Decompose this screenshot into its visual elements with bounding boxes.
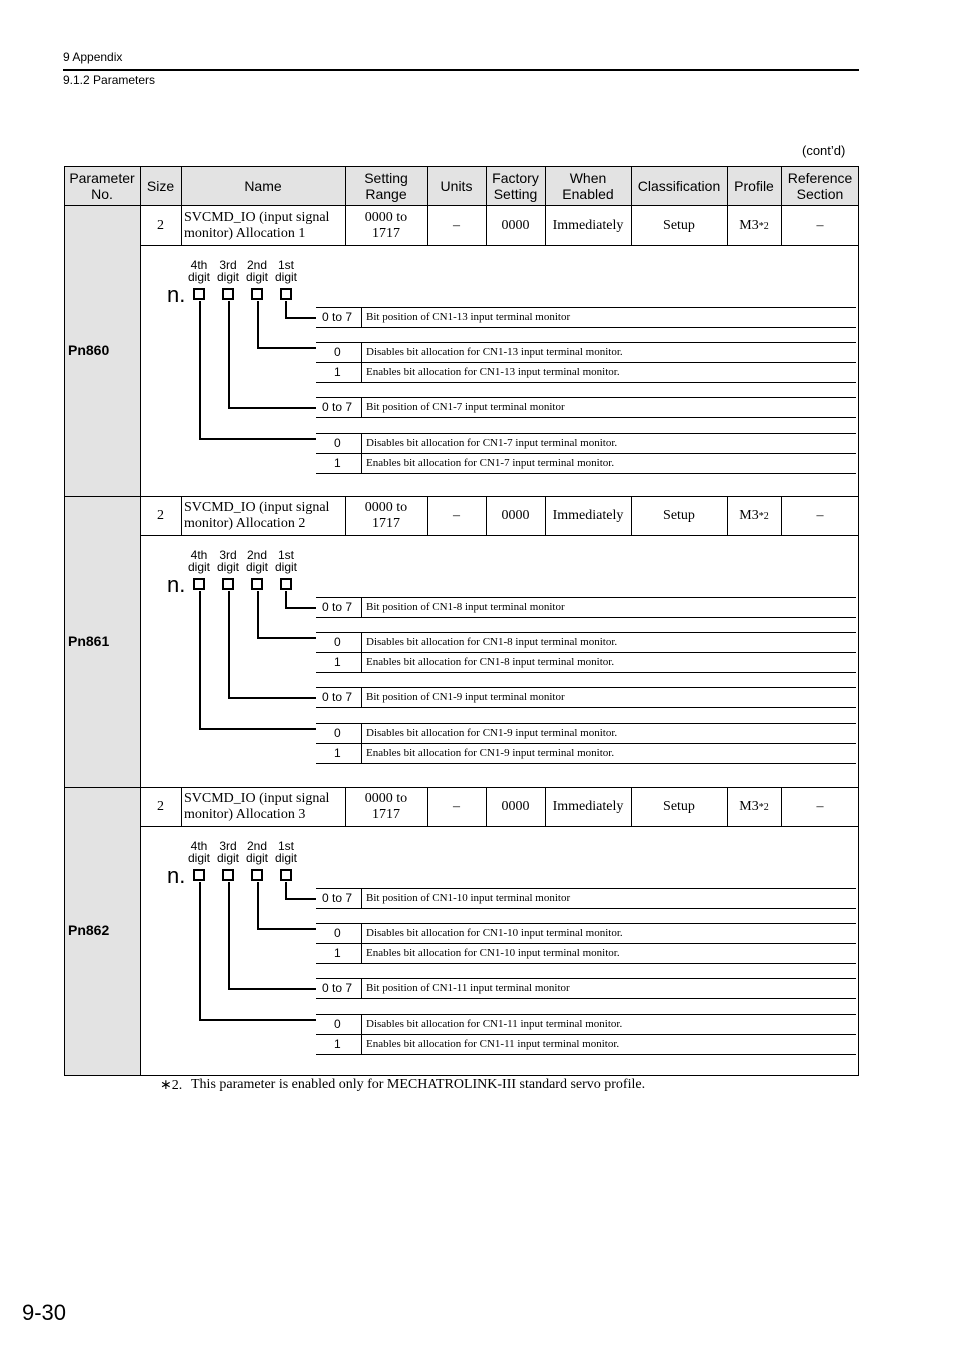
digit-box	[193, 869, 205, 881]
setting-row-top	[316, 723, 856, 724]
connector-4th	[199, 882, 201, 1019]
digit-label-bottom: digit	[274, 270, 297, 284]
setting-description: Enables bit allocation for CN1-13 input terminal monitor.	[366, 366, 620, 378]
setting-row-divider	[361, 453, 362, 473]
connector-1st	[285, 898, 316, 900]
digit-label-top: 3rd	[219, 548, 237, 562]
data-row-vline	[181, 206, 182, 246]
setting-row-top	[316, 687, 856, 688]
reference-value: –	[816, 508, 824, 523]
name-value	[184, 206, 344, 246]
connector-4th	[199, 301, 201, 438]
footnote-text: This parameter is enabled only for MECHATROLINK-III standard servo profile.	[191, 1077, 646, 1092]
digit-label-bottom: digit	[245, 851, 268, 865]
table-right-border	[858, 496, 859, 787]
digit-label-top: 4th	[190, 839, 208, 853]
col-factory-setting	[486, 166, 545, 206]
setting-description: Bit position of CN1-13 input terminal monitor	[366, 311, 571, 323]
setting-row-top	[316, 1014, 856, 1015]
col-classification: Classification	[637, 178, 721, 194]
data-row-vline	[181, 787, 182, 827]
setting-row-divider	[361, 342, 362, 362]
range-line1: 0000 to	[364, 210, 408, 225]
setting-row-divider	[361, 923, 362, 943]
setting-row-top	[316, 433, 856, 434]
parameter-prefix: n.	[167, 572, 186, 597]
setting-row-bottom	[316, 963, 856, 964]
setting-value: 0	[334, 926, 341, 940]
setting-row-bottom	[316, 998, 856, 999]
when-enabled-value: Immediately	[552, 799, 624, 814]
col-name: Name	[244, 178, 282, 194]
setting-description: Bit position of CN1-10 input terminal monitor	[366, 892, 571, 904]
table-right-border	[858, 787, 859, 1075]
digit-label-bottom: digit	[187, 851, 210, 865]
setting-row-bottom	[316, 473, 856, 474]
connector-3rd	[228, 882, 230, 988]
profile-text: M3	[739, 799, 759, 814]
hdr-vline	[427, 166, 428, 206]
connector-3rd	[228, 301, 230, 407]
digit-box	[222, 578, 234, 590]
setting-row-top	[316, 397, 856, 398]
digit-box	[251, 578, 263, 590]
digit-box	[280, 578, 292, 590]
setting-row-top	[316, 652, 856, 653]
hdr-vline	[545, 166, 546, 206]
setting-description: Bit position of CN1-8 input terminal monitor	[366, 601, 565, 613]
setting-value: 1	[334, 1037, 341, 1051]
setting-row-top	[316, 453, 856, 454]
page-number: 9-30	[22, 1300, 67, 1325]
data-row-vline	[181, 496, 182, 536]
connector-3rd	[228, 697, 316, 699]
classification-value: Setup	[663, 799, 695, 814]
connector-4th	[199, 591, 201, 728]
setting-value: 1	[334, 365, 341, 379]
col-profile: Profile	[734, 178, 774, 194]
digit-label-top: 3rd	[219, 839, 237, 853]
col-range-line1: Setting	[364, 170, 408, 186]
digit-label-bottom: digit	[274, 851, 297, 865]
connector-2nd	[257, 301, 259, 347]
connector-2nd	[257, 591, 259, 637]
setting-value: 0 to 7	[322, 690, 353, 704]
connector-1st	[285, 301, 287, 318]
parameter-prefix: n.	[167, 863, 186, 888]
digit-label-bottom: digit	[187, 560, 210, 574]
setting-description: Bit position of CN1-11 input terminal monitor	[366, 982, 570, 994]
setting-row-top	[316, 978, 856, 979]
setting-range-value	[345, 206, 427, 246]
setting-value: 0	[334, 345, 341, 359]
chapter-heading: 9 Appendix	[63, 50, 123, 64]
digit-box	[222, 288, 234, 300]
setting-description: Disables bit allocation for CN1-13 input terminal monitor.	[366, 346, 623, 358]
header-rule	[63, 69, 859, 71]
param-number: Pn862	[68, 922, 110, 938]
setting-row-divider	[361, 433, 362, 453]
setting-row-divider	[361, 652, 362, 672]
contd-label: (cont’d)	[802, 143, 846, 158]
classification-value: Setup	[663, 218, 695, 233]
setting-row-top	[316, 923, 856, 924]
setting-description: Disables bit allocation for CN1-7 input terminal monitor.	[366, 437, 618, 449]
hdr-vline	[486, 166, 487, 206]
profile-value	[727, 206, 781, 246]
col-factory-line2: Setting	[493, 186, 538, 202]
col-param-no	[64, 166, 140, 206]
classification-value: Setup	[663, 508, 695, 523]
digit-label-top: 2nd	[246, 258, 268, 272]
setting-description: Enables bit allocation for CN1-8 input terminal monitor.	[366, 656, 615, 668]
digit-box	[193, 288, 205, 300]
param-no-divider	[140, 496, 141, 787]
setting-description: Enables bit allocation for CN1-7 input terminal monitor.	[366, 457, 615, 469]
digit-box	[193, 578, 205, 590]
hdr-vline	[140, 166, 141, 206]
range-line2: 1717	[372, 807, 400, 822]
table-left-border	[64, 787, 65, 1075]
digit-box	[280, 288, 292, 300]
setting-row-top	[316, 362, 856, 363]
setting-description: Disables bit allocation for CN1-9 input terminal monitor.	[366, 727, 618, 739]
digit-label-bottom: digit	[216, 560, 239, 574]
setting-value: 0 to 7	[322, 891, 353, 905]
setting-row-bottom	[316, 382, 856, 383]
profile-footnote-ref: *2	[758, 220, 769, 232]
setting-value: 0	[334, 635, 341, 649]
col-param-no-line1: Parameter	[69, 170, 135, 186]
size-value: 2	[157, 218, 164, 233]
connector-2nd	[257, 928, 316, 930]
digit-label-top: 1st	[277, 258, 294, 272]
range-line2: 1717	[372, 516, 400, 531]
digit-label-bottom: digit	[245, 560, 268, 574]
setting-description: Enables bit allocation for CN1-11 input terminal monitor.	[366, 1038, 620, 1050]
name-line1: SVCMD_IO (input signal	[184, 210, 330, 225]
digit-label-bottom: digit	[187, 270, 210, 284]
setting-row-top	[316, 342, 856, 343]
setting-row-top	[316, 307, 856, 308]
param-number: Pn860	[68, 342, 110, 358]
setting-description: Enables bit allocation for CN1-10 input terminal monitor.	[366, 947, 620, 959]
setting-row-divider	[361, 362, 362, 382]
factory-setting-value: 0000	[501, 218, 530, 233]
connector-2nd	[257, 347, 316, 349]
hdr-vline	[64, 166, 65, 206]
digit-label-top: 2nd	[246, 839, 268, 853]
setting-description: Bit position of CN1-9 input terminal monitor	[366, 691, 565, 703]
col-size: Size	[146, 178, 175, 194]
setting-description: Enables bit allocation for CN1-9 input terminal monitor.	[366, 747, 615, 759]
setting-value: 0 to 7	[322, 400, 353, 414]
profile-footnote-ref: *2	[758, 510, 769, 522]
setting-row-top	[316, 743, 856, 744]
footnote-mark: ∗2.	[160, 1078, 183, 1093]
name-line1: SVCMD_IO (input signal	[184, 500, 330, 515]
setting-row-top	[316, 888, 856, 889]
setting-row-divider	[361, 687, 362, 707]
setting-value: 0	[334, 436, 341, 450]
setting-row-bottom	[316, 327, 856, 328]
connector-1st	[285, 607, 316, 609]
col-units: Units	[440, 178, 473, 194]
range-line2: 1717	[372, 226, 400, 241]
name-line2: monitor) Allocation 1	[184, 226, 306, 241]
digit-box	[251, 869, 263, 881]
col-param-no-line2: No.	[91, 186, 113, 202]
name-line2: monitor) Allocation 3	[184, 807, 306, 822]
table-left-border	[64, 496, 65, 787]
col-when-enabled	[545, 166, 631, 206]
col-ref-line2: Section	[796, 186, 844, 202]
setting-value: 1	[334, 456, 341, 470]
col-when-line2: Enabled	[562, 186, 614, 202]
profile-value	[727, 787, 781, 827]
hdr-vline	[781, 166, 782, 206]
connector-3rd	[228, 591, 230, 697]
digit-label-bottom: digit	[216, 851, 239, 865]
connector-1st	[285, 317, 316, 319]
setting-row-bottom	[316, 417, 856, 418]
table-left-border	[64, 206, 65, 496]
setting-description: Disables bit allocation for CN1-11 input terminal monitor.	[366, 1018, 623, 1030]
setting-description: Disables bit allocation for CN1-10 input terminal monitor.	[366, 927, 623, 939]
setting-range-value	[345, 787, 427, 827]
digit-box	[222, 869, 234, 881]
setting-row-bottom	[316, 763, 856, 764]
profile-text: M3	[739, 508, 759, 523]
param-no-divider	[140, 206, 141, 496]
hdr-vline	[858, 166, 859, 206]
connector-1st	[285, 882, 287, 899]
setting-row-divider	[361, 632, 362, 652]
size-value: 2	[157, 508, 164, 523]
name-value	[184, 496, 344, 536]
setting-row-bottom	[316, 617, 856, 618]
digit-label-top: 3rd	[219, 258, 237, 272]
setting-range-value	[345, 496, 427, 536]
connector-3rd	[228, 988, 316, 990]
setting-value: 1	[334, 746, 341, 760]
hdr-vline	[631, 166, 632, 206]
when-enabled-value: Immediately	[552, 508, 624, 523]
digit-label-top: 1st	[277, 839, 294, 853]
section-heading: 9.1.2 Parameters	[63, 73, 156, 87]
name-line2: monitor) Allocation 2	[184, 516, 306, 531]
setting-row-top	[316, 632, 856, 633]
table-bottom-rule	[64, 1075, 859, 1076]
setting-row-bottom	[316, 707, 856, 708]
setting-row-divider	[361, 1034, 362, 1054]
digit-label-bottom: digit	[245, 270, 268, 284]
setting-row-bottom	[316, 1054, 856, 1055]
when-enabled-value: Immediately	[552, 218, 624, 233]
parameter-prefix: n.	[167, 282, 186, 307]
name-line1: SVCMD_IO (input signal	[184, 791, 330, 806]
factory-setting-value: 0000	[501, 508, 530, 523]
profile-text: M3	[739, 218, 759, 233]
connector-2nd	[257, 882, 259, 928]
connector-3rd	[228, 407, 316, 409]
setting-row-divider	[361, 978, 362, 998]
digit-label-top: 4th	[190, 258, 208, 272]
col-reference	[781, 166, 859, 206]
param-number: Pn861	[68, 632, 110, 649]
connector-1st	[285, 591, 287, 608]
setting-row-top	[316, 597, 856, 598]
digit-label-bottom: digit	[274, 560, 297, 574]
reference-value: –	[816, 218, 824, 233]
setting-row-divider	[361, 1014, 362, 1034]
setting-row-divider	[361, 597, 362, 617]
col-ref-line1: Reference	[787, 170, 853, 186]
setting-row-divider	[361, 943, 362, 963]
setting-row-top	[316, 1034, 856, 1035]
setting-row-divider	[361, 307, 362, 327]
setting-row-divider	[361, 743, 362, 763]
setting-row-divider	[361, 888, 362, 908]
table-right-border	[858, 206, 859, 496]
col-range-line2: Range	[365, 186, 407, 202]
setting-row-bottom	[316, 672, 856, 673]
size-value: 2	[157, 799, 164, 814]
digit-label-bottom: digit	[216, 270, 239, 284]
col-factory-line1: Factory	[492, 170, 539, 186]
units-value: –	[453, 218, 460, 233]
param-no-divider	[140, 787, 141, 1075]
col-when-line1: When	[569, 170, 607, 186]
digit-box	[280, 869, 292, 881]
hdr-vline	[727, 166, 728, 206]
setting-row-divider	[361, 397, 362, 417]
col-setting-range	[345, 166, 427, 206]
setting-value: 0	[334, 1017, 341, 1031]
connector-4th	[199, 438, 316, 440]
profile-value	[727, 496, 781, 536]
digit-label-top: 1st	[277, 548, 294, 562]
setting-value: 0 to 7	[322, 600, 353, 614]
setting-description: Disables bit allocation for CN1-8 input terminal monitor.	[366, 636, 618, 648]
setting-value: 1	[334, 655, 341, 669]
setting-value: 0 to 7	[322, 310, 353, 324]
hdr-vline	[181, 166, 182, 206]
connector-2nd	[257, 637, 316, 639]
digit-label-top: 4th	[190, 548, 208, 562]
units-value: –	[453, 508, 460, 523]
digit-label-top: 2nd	[246, 548, 268, 562]
setting-value: 1	[334, 946, 341, 960]
setting-row-top	[316, 943, 856, 944]
hdr-vline	[345, 166, 346, 206]
connector-4th	[199, 728, 316, 730]
setting-description: Bit position of CN1-7 input terminal monitor	[366, 401, 565, 413]
connector-4th	[199, 1019, 316, 1021]
digit-box	[251, 288, 263, 300]
reference-value: –	[816, 799, 824, 814]
setting-value: 0	[334, 726, 341, 740]
setting-row-bottom	[316, 908, 856, 909]
factory-setting-value: 0000	[501, 799, 530, 814]
setting-row-divider	[361, 723, 362, 743]
units-value: –	[453, 799, 460, 814]
range-line1: 0000 to	[364, 500, 408, 515]
range-line1: 0000 to	[364, 791, 408, 806]
name-value	[184, 787, 344, 827]
profile-footnote-ref: *2	[758, 801, 769, 813]
setting-value: 0 to 7	[322, 981, 353, 995]
